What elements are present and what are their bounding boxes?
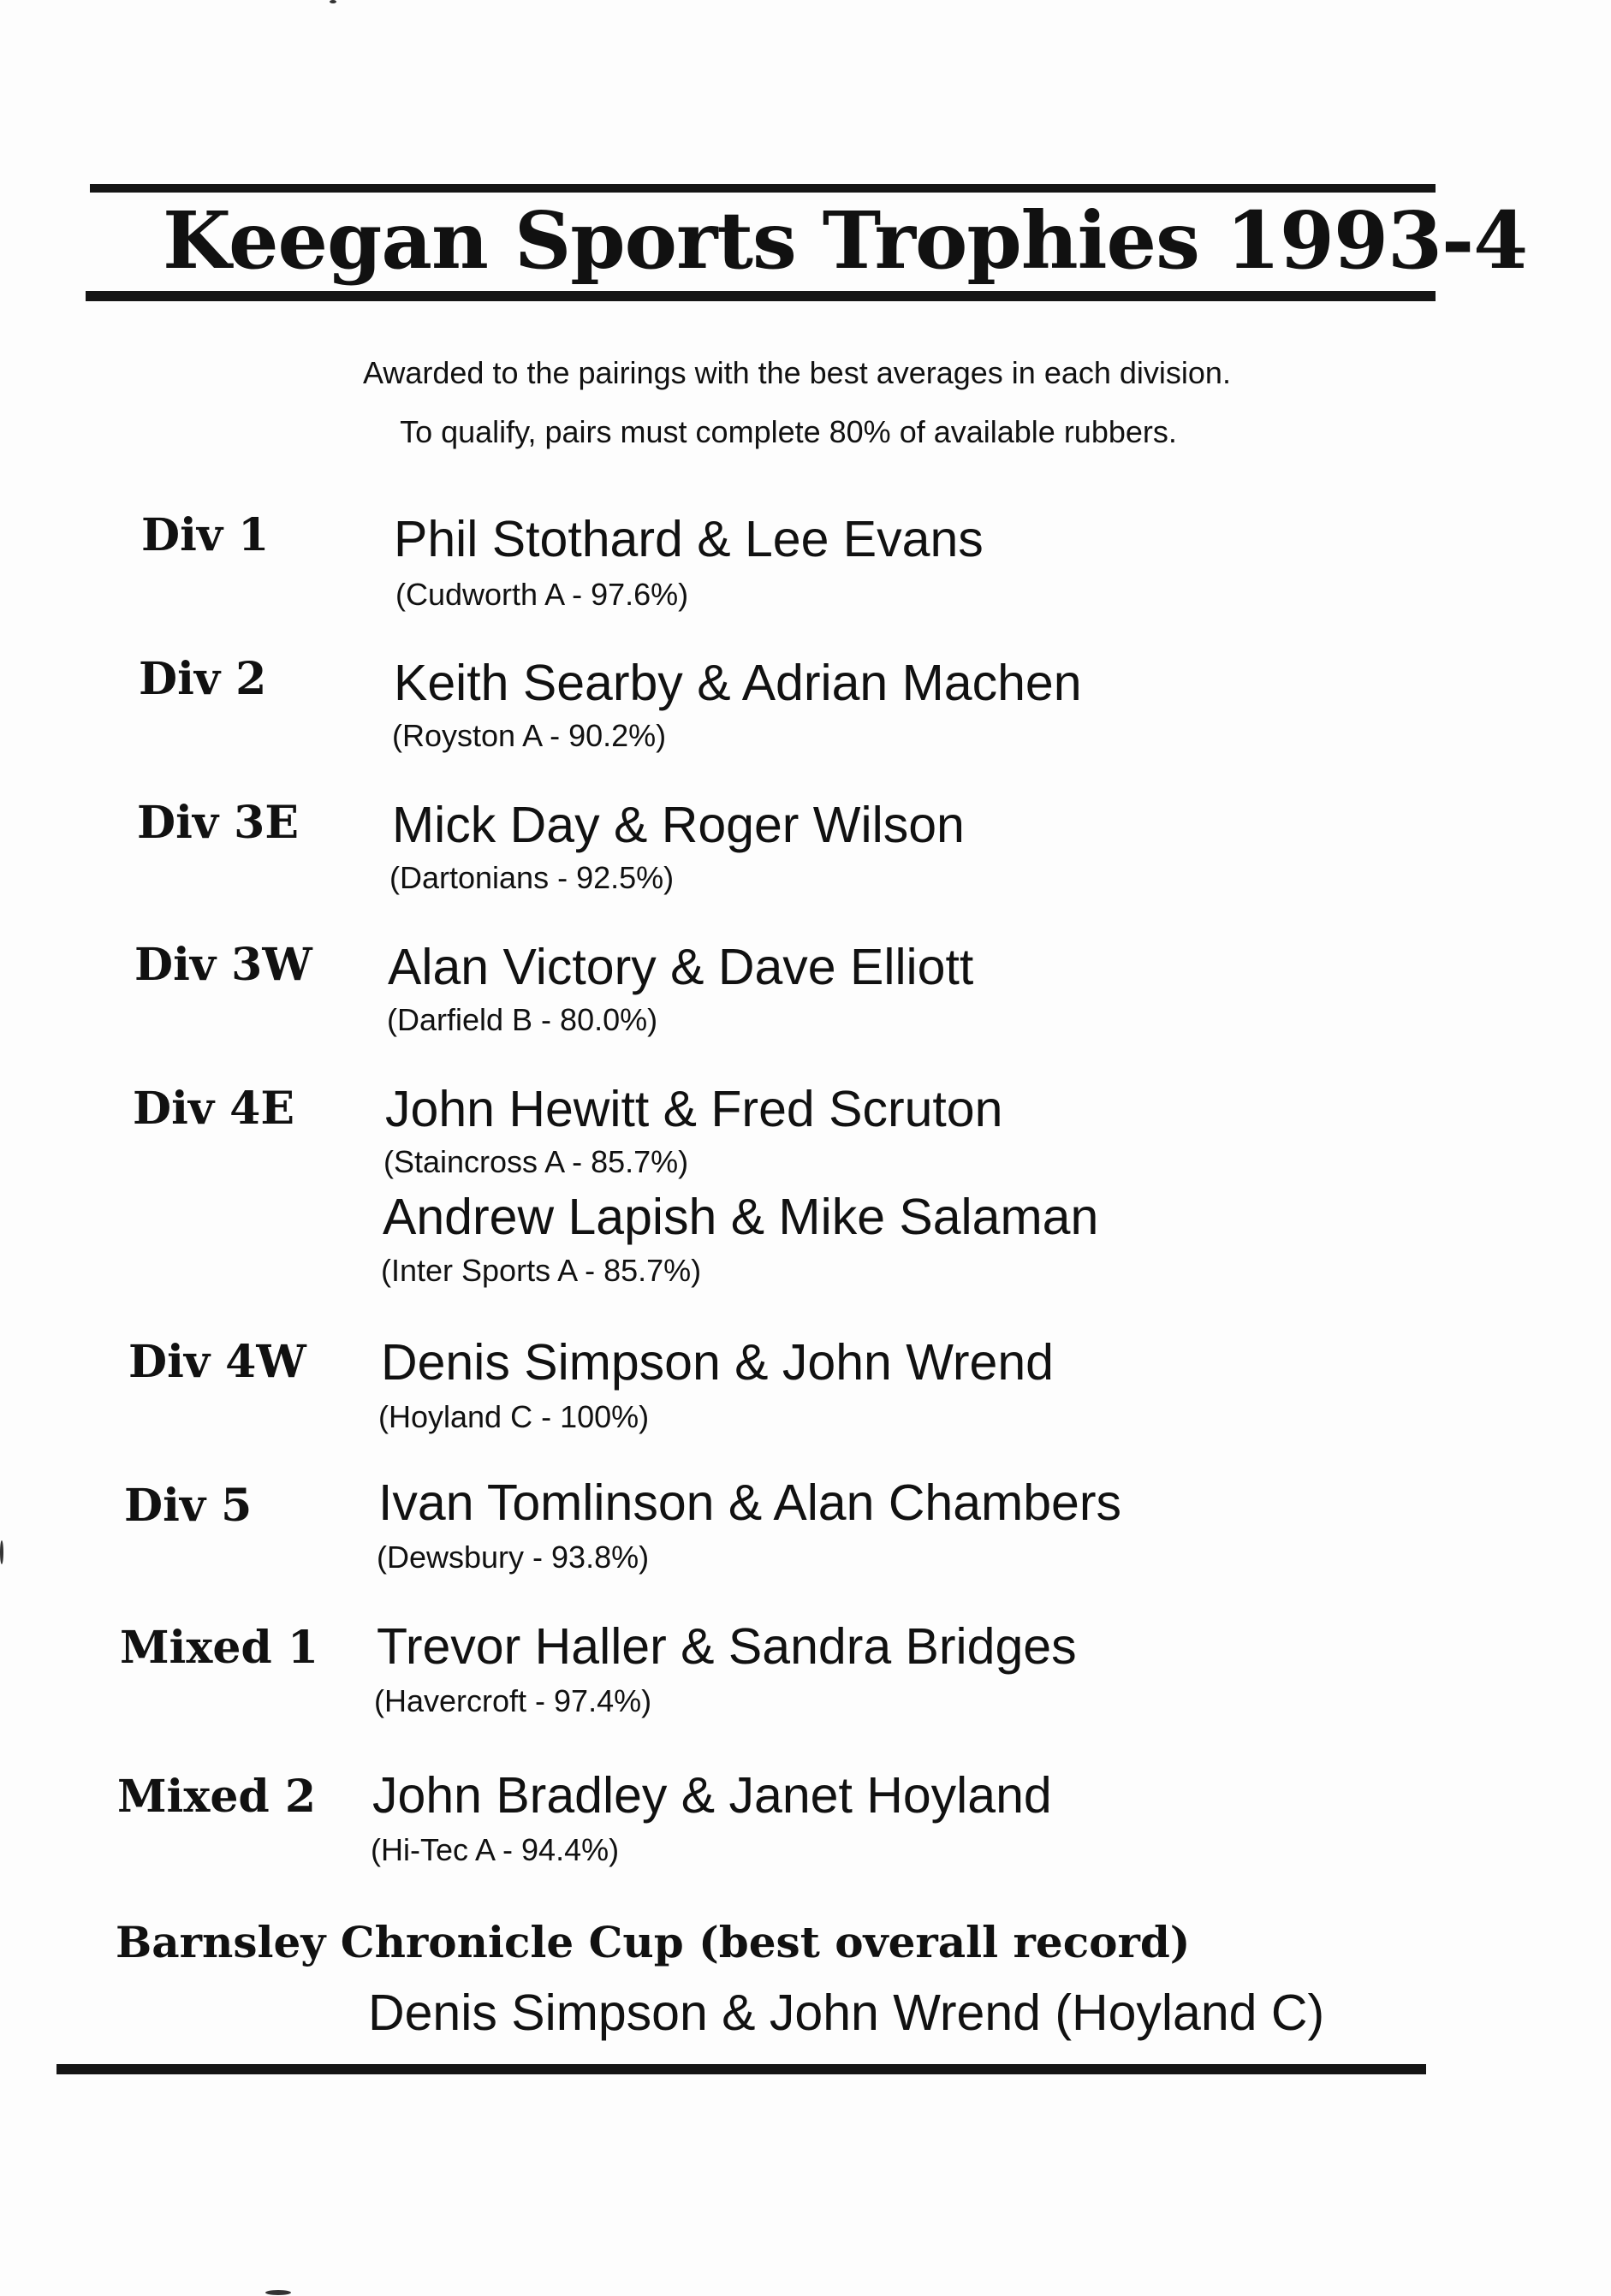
winning-pair: John Bradley & Janet Hoyland xyxy=(372,1767,1052,1824)
winning-pair: Mick Day & Roger Wilson xyxy=(392,797,965,853)
winning-pair: Trevor Haller & Sandra Bridges xyxy=(377,1618,1077,1675)
division-label: Div 1 xyxy=(141,509,270,561)
winning-pair: Keith Searby & Adrian Machen xyxy=(394,655,1082,711)
scan-speck xyxy=(330,0,336,3)
division-label: Mixed 2 xyxy=(117,1771,317,1823)
title-bottom-rule xyxy=(86,291,1436,301)
winning-pair: Alan Victory & Dave Elliott xyxy=(388,939,974,995)
pair-detail: (Cudworth A - 97.6%) xyxy=(395,577,689,612)
pair-detail: (Havercroft - 97.4%) xyxy=(374,1683,652,1718)
division-label: Div 4W xyxy=(128,1336,306,1388)
winning-pair: Phil Stothard & Lee Evans xyxy=(394,511,984,567)
scan-speck xyxy=(265,2290,291,2295)
winning-pair: Ivan Tomlinson & Alan Chambers xyxy=(378,1474,1121,1531)
subtitle-line-2: To qualify, pairs must complete 80% of available rubbers. xyxy=(400,414,1177,449)
pair-detail: (Dartonians - 92.5%) xyxy=(389,860,675,895)
cup-title: Barnsley Chronicle Cup (best overall record) xyxy=(116,1917,1191,1967)
pair-detail: (Hi-Tec A - 94.4%) xyxy=(371,1832,620,1867)
bottom-rule xyxy=(56,2064,1426,2074)
winning-pair: John Hewitt & Fred Scruton xyxy=(385,1081,1003,1137)
winning-pair-second: Andrew Lapish & Mike Salaman xyxy=(383,1189,1099,1245)
pair-detail: (Darfield B - 80.0%) xyxy=(387,1002,658,1037)
page-title: Keegan Sports Trophies 1993-4 xyxy=(163,194,1528,287)
pair-detail: (Staincross A - 85.7%) xyxy=(383,1144,689,1179)
subtitle-line-1: Awarded to the pairings with the best averages in each division. xyxy=(363,355,1231,390)
division-label: Div 3E xyxy=(137,797,299,849)
division-label: Div 2 xyxy=(139,653,267,705)
winning-pair: Denis Simpson & John Wrend xyxy=(381,1334,1054,1391)
division-label: Div 5 xyxy=(124,1480,253,1532)
division-label: Div 3W xyxy=(134,939,312,991)
scan-speck xyxy=(0,1540,3,1564)
pair-detail-second: (Inter Sports A - 85.7%) xyxy=(381,1253,702,1288)
division-label: Div 4E xyxy=(133,1083,294,1135)
division-label: Mixed 1 xyxy=(120,1622,319,1674)
pair-detail: (Royston A - 90.2%) xyxy=(392,718,667,753)
pair-detail: (Dewsbury - 93.8%) xyxy=(377,1540,650,1575)
pair-detail: (Hoyland C - 100%) xyxy=(378,1399,650,1434)
cup-winner: Denis Simpson & John Wrend (Hoyland C) xyxy=(368,1985,1325,2041)
